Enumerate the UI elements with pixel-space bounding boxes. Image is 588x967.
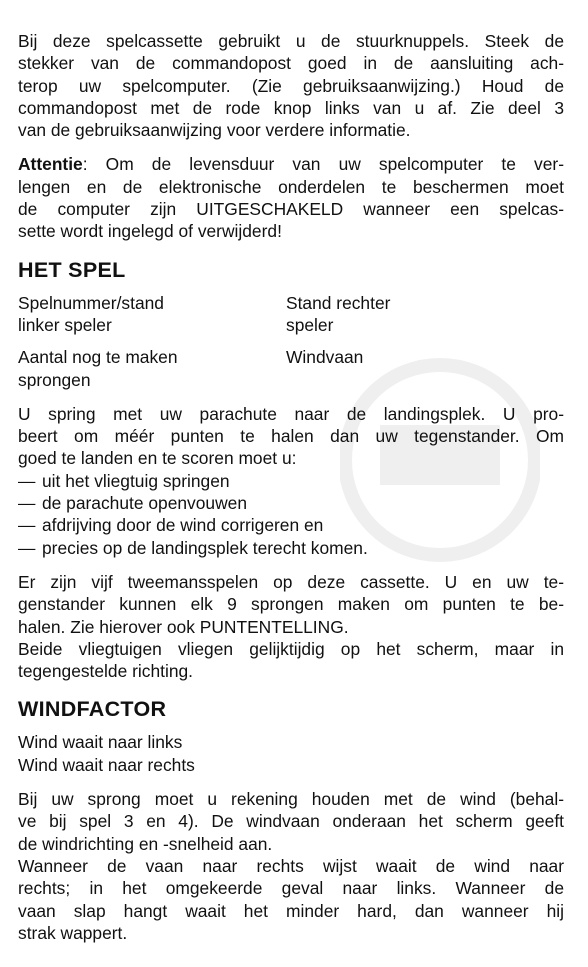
attention-label: Attentie — [18, 154, 83, 175]
legend-item — [18, 292, 286, 337]
legend-item — [286, 292, 564, 337]
text-line: de computer zijn UITGESCHAKELD wanneer een spelcas- — [18, 199, 564, 220]
text-line: strak wappert. — [18, 922, 128, 943]
text-line: Wanneer de vaan naar rechts wijst waait de wind naar — [18, 855, 564, 876]
game-description-paragraph — [18, 403, 564, 470]
legend-line: sprongen — [18, 369, 91, 390]
wind-legend — [18, 731, 564, 776]
wind-legend-item: Wind waait naar links — [18, 732, 183, 753]
legend-line: Aantal nog te maken — [18, 347, 178, 368]
text-line: lengen en de elektronische onderdelen te beschermen moet — [18, 176, 564, 197]
wind-description-paragraph — [18, 788, 564, 944]
text-line: Beide vliegtuigen vliegen gelijktijdig op het scherm, maar in — [18, 638, 564, 659]
manual-page — [18, 30, 564, 956]
text-line: beert om méér punten te halen dan uw tegenstander. Om — [18, 426, 564, 447]
section-heading-windfactor: WINDFACTOR — [18, 697, 167, 722]
game-modes-paragraph — [18, 571, 564, 682]
text-line: Bij deze spelcassette gebruikt u de stuurknuppels. Steek de — [18, 31, 564, 51]
text-line: terop uw spelcomputer. (Zie gebruiksaanwijzing.) Houd de — [18, 75, 564, 96]
wind-legend-item: Wind waait naar rechts — [18, 754, 195, 775]
text-line: Er zijn vijf tweemansspelen op deze cassette. U en uw te- — [18, 571, 564, 592]
text-line: de windrichting en -snelheid aan. — [18, 833, 273, 854]
list-item — [18, 537, 564, 559]
legend-line: linker speler — [18, 314, 112, 335]
dash-bullet: — — [18, 537, 36, 558]
steps-list — [18, 470, 564, 559]
dash-bullet: — — [18, 493, 36, 514]
text-line: U spring met uw parachute naar de landingsplek. U pro- — [18, 403, 564, 424]
text-line: halen. Zie hierover ook PUNTENTELLING. — [18, 616, 349, 637]
text-line: ve bij spel 3 en 4). De windvaan onderaan het scherm geeft — [18, 811, 564, 832]
list-item-text: uit het vliegtuig springen — [42, 470, 230, 491]
text-line: vaan slap hangt waait het minder hard, dan wanneer hij — [18, 900, 564, 921]
dash-bullet: — — [18, 470, 36, 491]
intro-paragraph — [18, 30, 564, 141]
legend-item — [286, 346, 564, 391]
list-item — [18, 514, 564, 536]
legend-line: Stand rechter — [286, 292, 391, 313]
text-line: goed te landen en te scoren moet u: — [18, 448, 297, 469]
text-line: genstander kunnen elk 9 sprongen maken om punten te be- — [18, 594, 564, 615]
legend-item — [18, 346, 286, 391]
text-line: van de gebruiksaanwijzing voor verdere informatie. — [18, 120, 411, 141]
text-line: Bij uw sprong moet u rekening houden met de wind (behal- — [18, 789, 564, 810]
screen-legend-grid — [18, 292, 564, 391]
list-item — [18, 492, 564, 514]
text-line: sette wordt ingelegd of verwijderd! — [18, 221, 282, 242]
dash-bullet: — — [18, 515, 36, 536]
list-item-text: afdrijving door de wind corrigeren en — [42, 515, 324, 536]
legend-line: Spelnummer/stand — [18, 292, 164, 313]
text-line: tegengestelde richting. — [18, 661, 193, 682]
text-line: commandopost met de rode knop links van u af. Zie deel 3 — [18, 97, 564, 118]
attention-paragraph — [18, 153, 564, 242]
list-item-text: de parachute openvouwen — [42, 493, 247, 514]
list-item — [18, 470, 564, 492]
attention-text: : Om de levensduur van uw spelcomputer te ver- — [82, 154, 564, 175]
text-line: rechts; in het omgekeerde geval naar links. Wanneer de — [18, 878, 564, 899]
legend-line: Windvaan — [286, 347, 364, 368]
text-line: stekker van de commandopost goed in de aansluiting ach- — [18, 53, 564, 74]
legend-line: speler — [286, 314, 334, 335]
section-heading-het-spel: HET SPEL — [18, 257, 126, 282]
list-item-text: precies op de landingsplek terecht komen. — [42, 537, 368, 558]
text-line — [18, 153, 564, 175]
